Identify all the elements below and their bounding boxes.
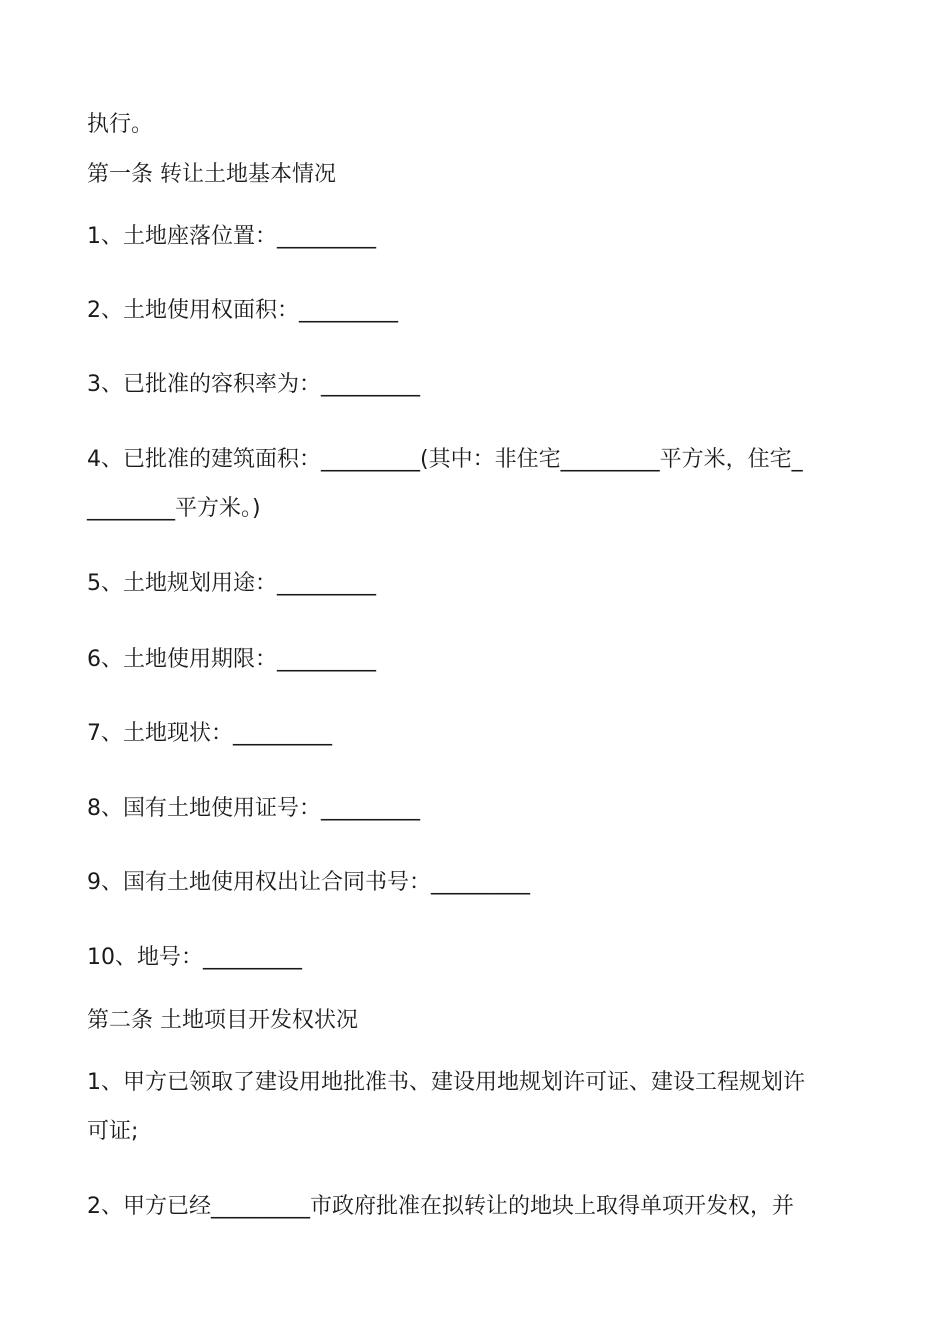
text-line: 7、土地现状：_________ xyxy=(87,721,332,746)
section-heading: 第二条 土地项目开发权状况 xyxy=(87,1008,358,1033)
text-line: ________平方米。) xyxy=(87,496,261,521)
text-line: 2、甲方已经_________市政府批准在拟转让的地块上取得单项开发权，并 xyxy=(87,1194,794,1219)
text-line: 1、甲方已领取了建设用地批准书、建设用地规划许可证、建设工程规划许 xyxy=(87,1070,805,1095)
text-line: 可证; xyxy=(87,1119,139,1144)
text-line: 5、土地规划用途：_________ xyxy=(87,571,376,596)
text-line: 4、已批准的建筑面积：_________(其中：非住宅_________平方米，住宅_ xyxy=(87,447,803,472)
text-line: 9、国有土地使用权出让合同书号：_________ xyxy=(87,870,530,895)
text-line: 1、土地座落位置：_________ xyxy=(87,224,376,249)
section-heading: 第一条 转让土地基本情况 xyxy=(87,162,336,187)
text-line: 8、国有土地使用证号：_________ xyxy=(87,796,420,821)
text-line: 2、土地使用权面积：_________ xyxy=(87,298,398,323)
text-line: 6、土地使用期限：_________ xyxy=(87,647,376,672)
text-line: 3、已批准的容积率为：_________ xyxy=(87,372,420,397)
text-line: 执行。 xyxy=(87,112,154,137)
text-line: 10、地号：_________ xyxy=(87,945,302,970)
